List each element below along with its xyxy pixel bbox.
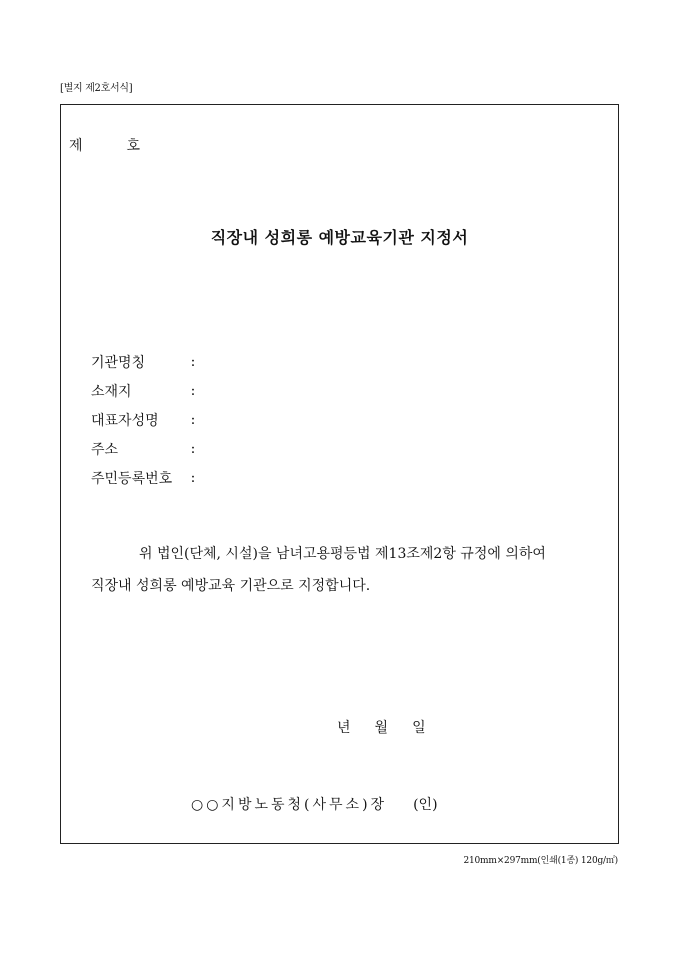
number-suffix: 호 — [126, 138, 141, 154]
field-label: 대표자성명 — [91, 412, 159, 429]
date-line — [337, 717, 450, 737]
field-representative-name — [91, 405, 198, 434]
field-colon: : — [190, 440, 196, 457]
seal-mark: (인) — [413, 797, 438, 813]
field-colon: : — [190, 469, 196, 486]
paper-spec: 210mm×297mm(인쇄(1종) 120g/㎡) — [463, 856, 618, 866]
field-colon: : — [190, 411, 196, 428]
field-label: 주민등록번호 — [91, 470, 173, 487]
designation-statement — [91, 538, 603, 602]
form-number-label: [별지 제2호서식] — [60, 83, 133, 94]
field-colon: : — [190, 382, 196, 399]
certificate-frame — [60, 104, 619, 844]
field-location — [91, 376, 198, 405]
statement-line-1: 위 법인(단체, 시설)을 남녀고용평등법 제13조제2항 규정에 의하여 — [139, 546, 546, 562]
certificate-number-line — [69, 135, 140, 155]
date-day: 일 — [412, 720, 426, 736]
info-fields — [91, 347, 198, 492]
field-address — [91, 434, 198, 463]
field-label: 주소 — [91, 441, 119, 458]
field-label: 기관명칭 — [91, 354, 146, 371]
field-institution-name — [91, 347, 198, 376]
field-resident-number — [91, 463, 198, 492]
number-prefix: 제 — [69, 138, 83, 154]
document-title: 직장내 성희롱 예방교육기관 지정서 — [210, 228, 469, 247]
statement-line-2: 직장내 성희롱 예방교육 기관으로 지정합니다. — [91, 578, 371, 594]
field-label: 소재지 — [91, 383, 132, 400]
field-colon: : — [190, 353, 196, 370]
date-year: 년 — [337, 720, 351, 736]
date-month: 월 — [374, 720, 389, 736]
issuer-name: ○○지방노동청(사무소)장 — [191, 797, 388, 813]
issuer-line — [191, 794, 438, 814]
